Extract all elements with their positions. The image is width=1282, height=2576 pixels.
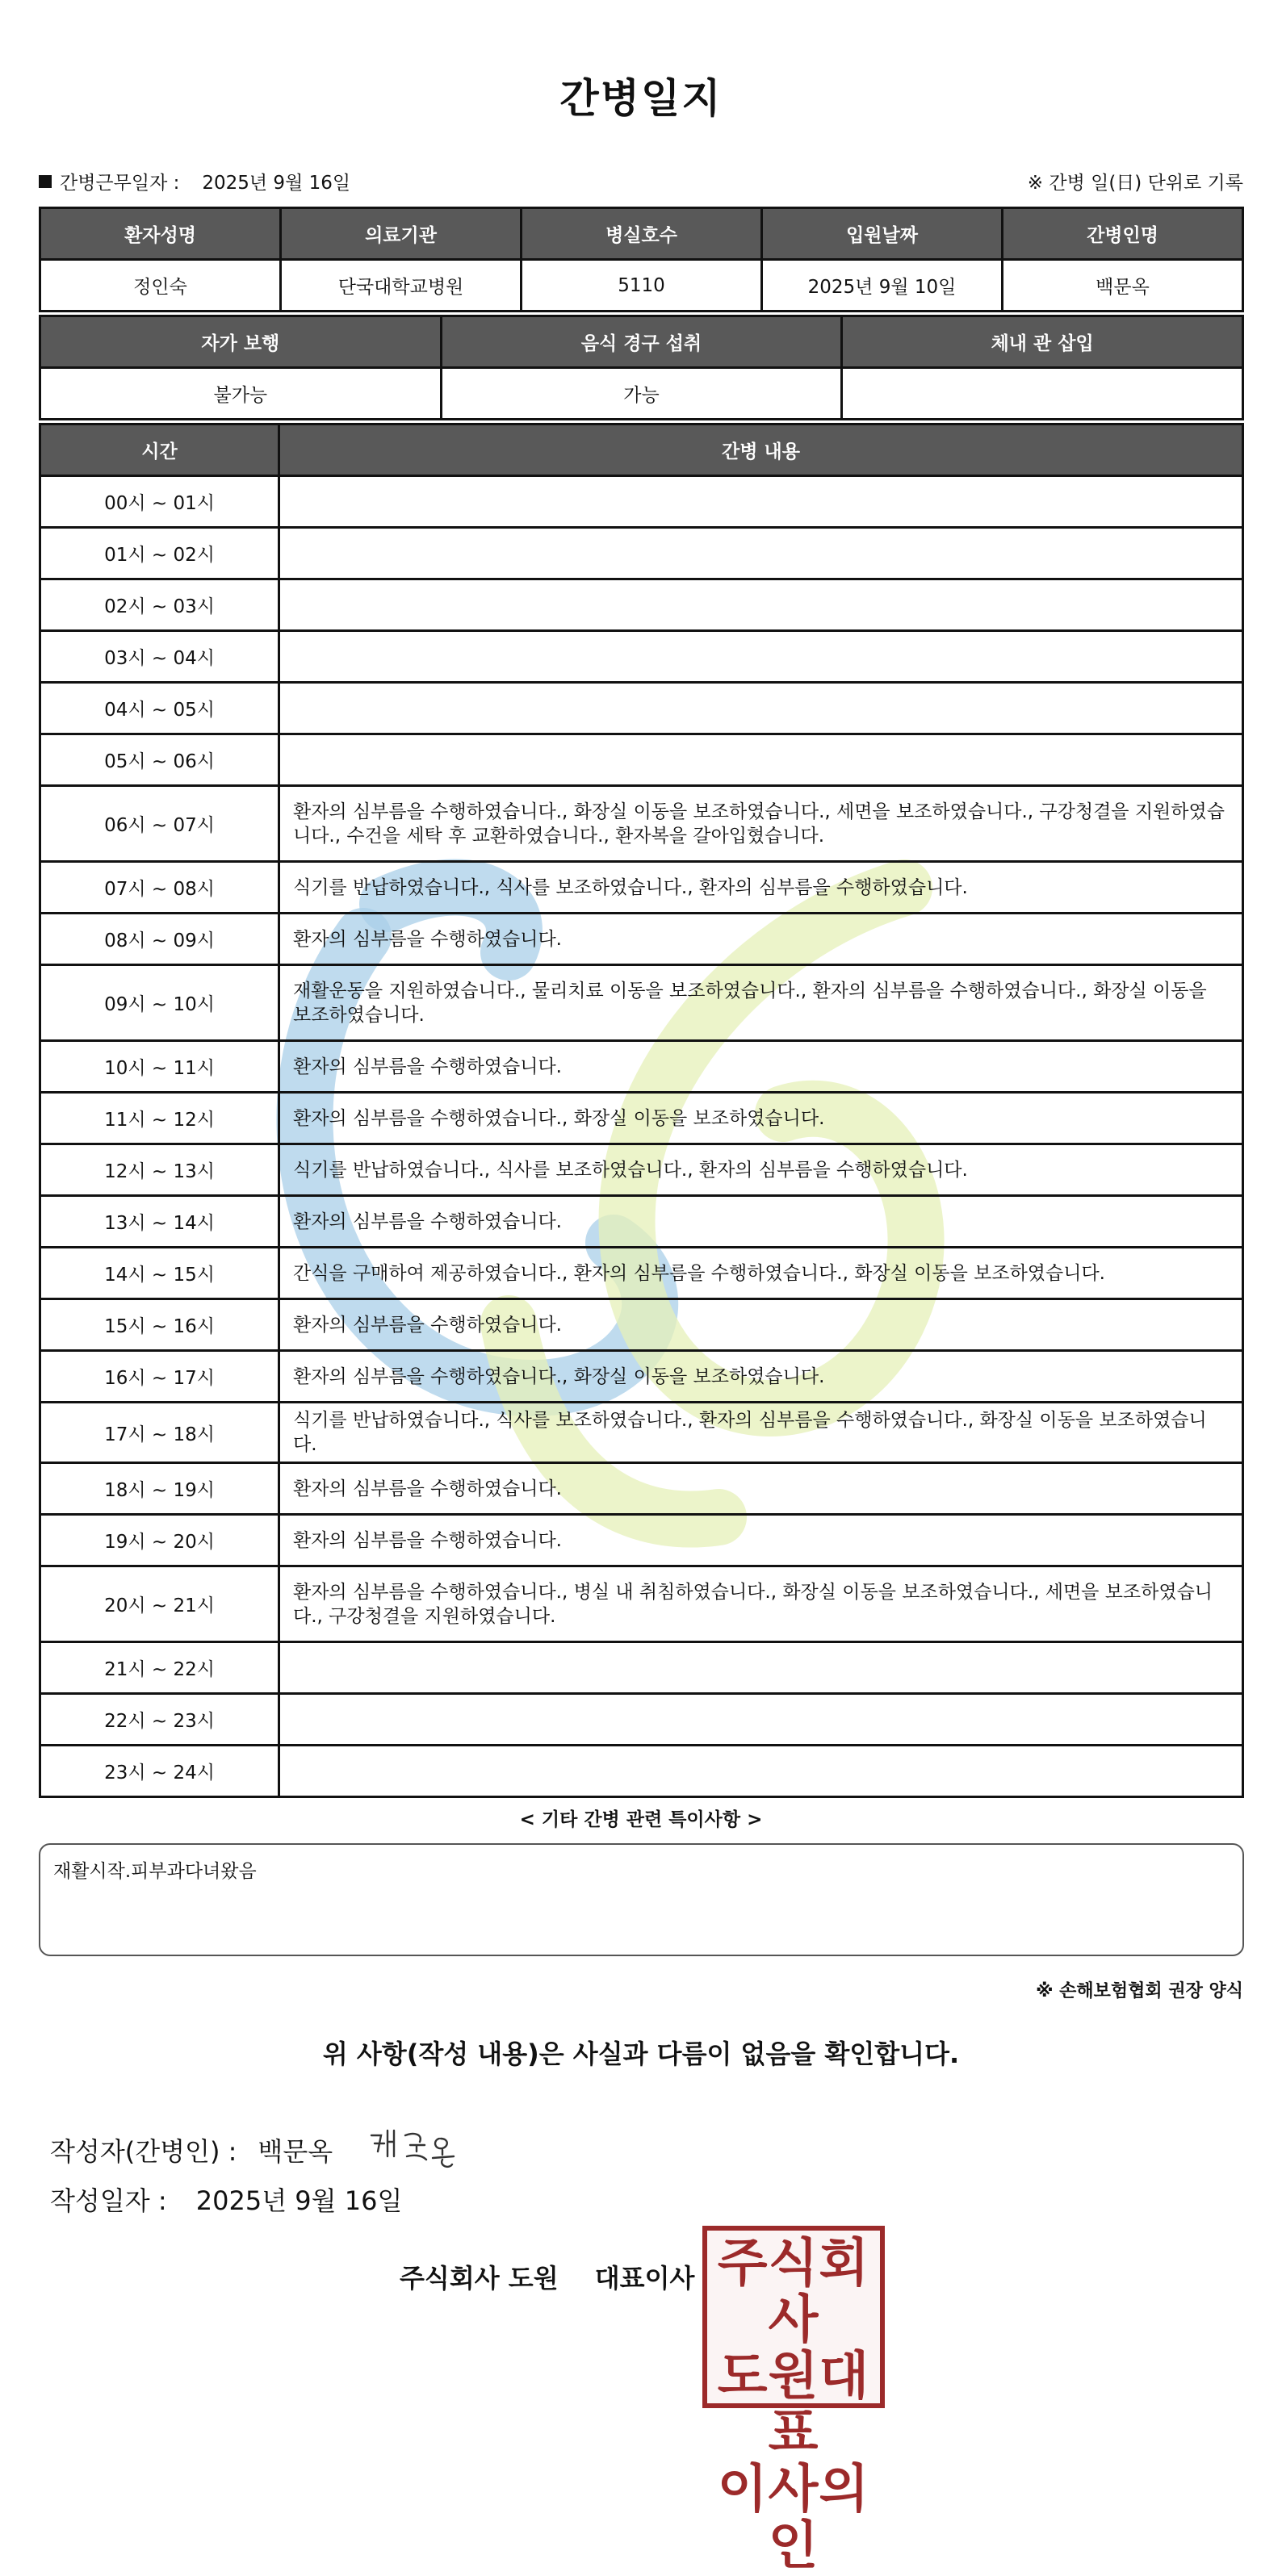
- content-cell: 환자의 심부름을 수행하였습니다.: [279, 914, 1243, 965]
- table-row: [40, 1403, 1243, 1463]
- header-caregiver: 간병인명: [1003, 208, 1243, 260]
- content-cell: [279, 579, 1243, 631]
- record-unit-note: ※ 간병 일(日) 단위로 기록: [1027, 173, 1243, 194]
- time-cell: 17시 ~ 18시: [40, 1403, 279, 1463]
- header-self-walking: 자가 보행: [40, 316, 442, 368]
- content-cell: [279, 734, 1243, 786]
- content-cell: 환자의 심부름을 수행하였습니다., 화장실 이동을 보조하였습니다.: [279, 1093, 1243, 1144]
- time-cell: 22시 ~ 23시: [40, 1694, 279, 1746]
- header-care-content: 간병 내용: [279, 424, 1243, 476]
- writer-row: [50, 2124, 470, 2176]
- table-row: [40, 1144, 1243, 1196]
- time-cell: 20시 ~ 21시: [40, 1566, 279, 1642]
- content-cell: 환자의 심부름을 수행하였습니다., 화장실 이동을 보조하였습니다., 세면을 보조하였습니다., 구강청결을 지원하였습니다., 수건을 세탁 후 교환하였습니다., 환자복을 갈아입혔습니다.: [279, 786, 1243, 862]
- hospital: 단국대학교병원: [281, 260, 522, 312]
- work-date-label: 간병근무일자 :: [60, 173, 180, 194]
- content-cell: 환자의 심부름을 수행하였습니다.: [279, 1463, 1243, 1515]
- table-row: [40, 1351, 1243, 1403]
- header-oral-intake: 음식 경구 섭취: [441, 316, 842, 368]
- notes-title: < 기타 간병 관련 특이사항 >: [519, 1809, 763, 1830]
- time-cell: 05시 ~ 06시: [40, 734, 279, 786]
- work-date-value: 2025년 9월 16일: [202, 173, 351, 194]
- table-row: [40, 1566, 1243, 1642]
- table-row: [40, 1463, 1243, 1515]
- tube-insertion-value: [842, 368, 1243, 420]
- table-row: [40, 1694, 1243, 1746]
- content-cell: 환자의 심부름을 수행하였습니다., 화장실 이동을 보조하였습니다.: [279, 1351, 1243, 1403]
- content-cell: 환자의 심부름을 수행하였습니다.: [279, 1515, 1243, 1566]
- table-row: [40, 1248, 1243, 1299]
- content-cell: 환자의 심부름을 수행하였습니다.: [279, 1041, 1243, 1093]
- handwritten-signature: [365, 2124, 470, 2176]
- time-cell: 11시 ~ 12시: [40, 1093, 279, 1144]
- writer-label: 작성자(간병인) :: [50, 2136, 237, 2167]
- time-cell: 02시 ~ 03시: [40, 579, 279, 631]
- header-time: 시간: [40, 424, 279, 476]
- table-row: [40, 862, 1243, 914]
- time-cell: 13시 ~ 14시: [40, 1196, 279, 1248]
- content-cell: 식기를 반납하였습니다., 식사를 보조하였습니다., 환자의 심부름을 수행하였습니다., 화장실 이동을 보조하였습니다.: [279, 1403, 1243, 1463]
- content-cell: [279, 683, 1243, 734]
- content-cell: [279, 476, 1243, 528]
- table-row: [40, 476, 1243, 528]
- table-row: [40, 528, 1243, 579]
- table-row: [40, 579, 1243, 631]
- patient-info-table: [39, 207, 1244, 312]
- stamp-line: 도원대표: [717, 2347, 870, 2463]
- content-cell: [279, 528, 1243, 579]
- table-row: [40, 1196, 1243, 1248]
- time-cell: 19시 ~ 20시: [40, 1515, 279, 1566]
- table-row: [40, 965, 1243, 1041]
- time-cell: 04시 ~ 05시: [40, 683, 279, 734]
- content-cell: 환자의 심부름을 수행하였습니다.: [279, 1299, 1243, 1351]
- written-date-label: 작성일자 :: [50, 2185, 167, 2216]
- table-row: [40, 1515, 1243, 1566]
- stamp-line: 주식회사: [717, 2234, 870, 2350]
- time-cell: 00시 ~ 01시: [40, 476, 279, 528]
- time-cell: 21시 ~ 22시: [40, 1642, 279, 1694]
- time-cell: 23시 ~ 24시: [40, 1746, 279, 1797]
- confirmation-statement: 위 사항(작성 내용)은 사실과 다름이 없음을 확인합니다.: [322, 2039, 960, 2069]
- content-cell: 환자의 심부름을 수행하였습니다., 병실 내 취침하였습니다., 화장실 이동을 보조하였습니다., 세면을 보조하였습니다., 구강청결을 지원하였습니다.: [279, 1566, 1243, 1642]
- written-date-value: 2025년 9월 16일: [195, 2185, 403, 2216]
- time-cell: 16시 ~ 17시: [40, 1351, 279, 1403]
- time-cell: 03시 ~ 04시: [40, 631, 279, 683]
- writer-name: 백문옥: [258, 2136, 333, 2167]
- written-date-row: [50, 2181, 402, 2218]
- document-title: 간병일지: [559, 75, 723, 122]
- table-row: [40, 631, 1243, 683]
- notes-box: 재활시작.피부과다녀왔음: [39, 1843, 1244, 1956]
- time-cell: 15시 ~ 16시: [40, 1299, 279, 1351]
- header-tube-insertion: 체내 관 삽입: [842, 316, 1243, 368]
- table-row: [40, 1746, 1243, 1797]
- time-cell: 09시 ~ 10시: [40, 965, 279, 1041]
- table-row: [40, 1642, 1243, 1694]
- company-signature-line: [400, 2258, 694, 2295]
- table-row: [40, 683, 1243, 734]
- caregiver-name: 백문옥: [1003, 260, 1243, 312]
- time-cell: 12시 ~ 13시: [40, 1144, 279, 1196]
- content-cell: [279, 1642, 1243, 1694]
- time-cell: 07시 ~ 08시: [40, 862, 279, 914]
- square-bullet-icon: [39, 175, 52, 188]
- table-row: [40, 1299, 1243, 1351]
- patient-status-table: [39, 315, 1244, 420]
- company-seal-stamp: [702, 2226, 885, 2576]
- header-patient-name: 환자성명: [40, 208, 281, 260]
- content-cell: 간식을 구매하여 제공하였습니다., 환자의 심부름을 수행하였습니다., 화장실 이동을 보조하였습니다.: [279, 1248, 1243, 1299]
- stamp-line: 이사의인: [717, 2460, 870, 2576]
- table-row: [40, 734, 1243, 786]
- work-date-row: [39, 168, 350, 194]
- time-cell: 18시 ~ 19시: [40, 1463, 279, 1515]
- content-cell: [279, 1746, 1243, 1797]
- table-row: [40, 786, 1243, 862]
- header-room: 병실호수: [522, 208, 762, 260]
- content-cell: 식기를 반납하였습니다., 식사를 보조하였습니다., 환자의 심부름을 수행하였습니다.: [279, 862, 1243, 914]
- form-source-note: ※ 손해보험협회 권장 양식: [1036, 1981, 1243, 2001]
- admission-date: 2025년 9월 10일: [762, 260, 1003, 312]
- company-name: 주식회사 도원: [400, 2263, 559, 2294]
- content-cell: [279, 631, 1243, 683]
- content-cell: 재활운동을 지원하였습니다., 물리치료 이동을 보조하였습니다., 환자의 심부름을 수행하였습니다., 화장실 이동을 보조하였습니다.: [279, 965, 1243, 1041]
- time-cell: 01시 ~ 02시: [40, 528, 279, 579]
- time-cell: 14시 ~ 15시: [40, 1248, 279, 1299]
- table-row: [40, 914, 1243, 965]
- table-row: [40, 1093, 1243, 1144]
- oral-intake-value: 가능: [441, 368, 842, 420]
- header-admission-date: 입원날짜: [762, 208, 1003, 260]
- time-cell: 08시 ~ 09시: [40, 914, 279, 965]
- time-cell: 06시 ~ 07시: [40, 786, 279, 862]
- content-cell: 식기를 반납하였습니다., 식사를 보조하였습니다., 환자의 심부름을 수행하였습니다.: [279, 1144, 1243, 1196]
- table-row: [40, 1041, 1243, 1093]
- time-cell: 10시 ~ 11시: [40, 1041, 279, 1093]
- self-walking-value: 불가능: [40, 368, 442, 420]
- representative-title: 대표이사: [594, 2263, 695, 2294]
- header-hospital: 의료기관: [281, 208, 522, 260]
- patient-name: 정인숙: [40, 260, 281, 312]
- content-cell: [279, 1694, 1243, 1746]
- care-log-table: [39, 423, 1244, 1798]
- room-number: 5110: [522, 260, 762, 312]
- content-cell: 환자의 심부름을 수행하였습니다.: [279, 1196, 1243, 1248]
